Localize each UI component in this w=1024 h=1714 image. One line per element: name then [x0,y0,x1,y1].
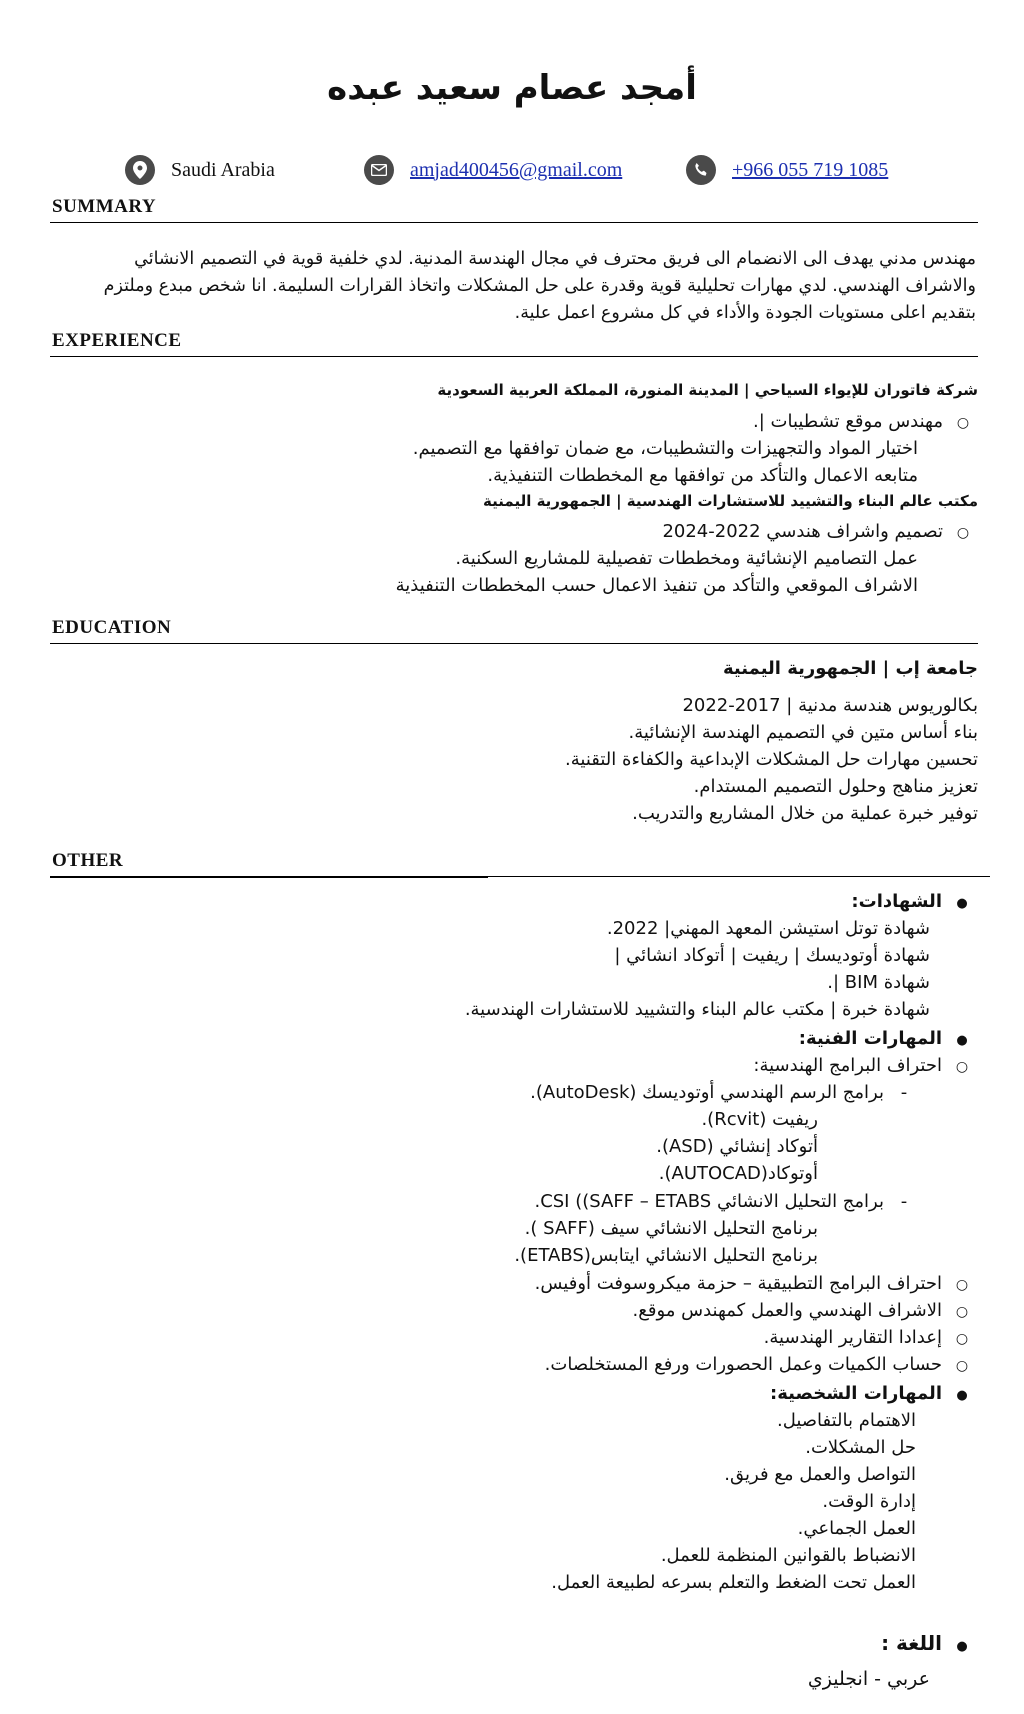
education-point: تعزيز مناهج وحلول التصميم المستدام. [693,776,978,797]
certificate-item: شهادة توتل استيشن المعهد المهني| 2022. [606,918,930,939]
other-heading: OTHER [52,850,124,871]
language-title: ● اللغة : [881,1630,976,1660]
summary-line: مهندس مدني يهدف الى الانضمام الى فريق محترف في مجال الهندسة المدنية. لدي خلفية قوية في التصميم الانشائي [134,249,976,269]
certificate-item: شهادة أوتوديسك | ريفيت | أتوكاد انشائي | [614,945,930,966]
csi-item: - برامج التحليل الانشائي CSI ((SAFF – ETABS. [534,1188,918,1215]
personal-skill-item: التواصل والعمل مع فريق. [724,1464,916,1485]
certificate-item: شهادة خبرة | مكتب عالم البناء والتشييد للاستشارات الهندسية. [464,999,930,1020]
education-point: توفير خبرة عملية من خلال المشاريع والتدريب. [632,803,978,824]
email-link[interactable]: amjad400456@gmail.com [410,158,623,181]
tech-skill-item: ○ حساب الكميات وعمل الحصورات ورفع المستخلصات. [545,1351,976,1380]
certificate-item: شهادة BIM |. [827,972,930,993]
software-subitem: برنامج التحليل الانشائي ايتابس(ETABS). [514,1245,818,1266]
software-subitem: أتوكاد إنشائي (ASD). [656,1136,818,1157]
email-contact [364,153,622,187]
phone-contact [686,153,888,187]
job-task: عمل التصاميم الإنشائية ومخططات تفصيلية للمشاريع السكنية. [455,548,918,569]
experience-divider [50,356,978,357]
school-name: جامعة إب | الجمهورية اليمنية [723,658,978,679]
job-role: ○ تصميم واشراف هندسي 2022-2024 [662,518,977,547]
education-point: تحسين مهارات حل المشكلات الإبداعية والكفاءة التقنية. [565,749,978,770]
tech-skill-item: ○ الاشراف الهندسي والعمل كمهندس موقع. [633,1297,976,1326]
phone-icon [686,155,716,185]
phone-link[interactable]: +966 055 719 1085 [732,158,889,181]
summary-divider [50,222,978,223]
job-task: اختيار المواد والتجهيزات والتشطيبات، مع ضمان توافقها مع التصميم. [412,438,918,459]
other-divider-left [50,876,488,878]
summary-heading: SUMMARY [52,196,157,217]
autodesk-item: - برامج الرسم الهندسي أوتوديسك (AutoDesk). [530,1079,918,1106]
personal-skill-item: العمل الجماعي. [797,1518,916,1539]
certificates-title: ● الشهادات: [851,888,976,917]
tech-skill-item: ○ احتراف البرامج التطبيقية – حزمة ميكروسوفت أوفيس. [535,1270,976,1299]
company-name: مكتب عالم البناء والتشييد للاستشارات الهندسية | الجمهورية اليمنية [483,492,978,510]
personal-skills-title: ● المهارات الشخصية: [770,1380,976,1409]
education-point: بناء أساس متين في التصميم الهندسة الإنشائية. [628,722,978,743]
email-icon [364,155,394,185]
summary-text [46,246,976,327]
summary-line: والاشراف الهندسي. لدي مهارات تحليلية قوية وقدرة على حل المشكلات واتخاذ القرارات السليمة. انا شخص مبدع وملتزم [103,276,976,296]
job-role: ○ مهندس موقع تشطيبات |. [753,408,977,437]
job-task: متابعه الاعمال والتأكد من توافقها مع المخططات التنفيذية. [487,465,918,486]
software-subitem: برنامج التحليل الانشائي سيف (SAFF ). [524,1218,818,1239]
eng-software-item: ○ احتراف البرامج الهندسية: [753,1052,976,1081]
personal-skill-item: إدارة الوقت. [822,1491,916,1512]
education-heading: EDUCATION [52,617,172,638]
job-task: الاشراف الموقعي والتأكد من تنفيذ الاعمال حسب المخططات التنفيذية [395,575,918,596]
tech-skill-item: ○ إعدادا التقارير الهندسية. [764,1324,976,1353]
education-divider [50,643,978,644]
location-pin-icon [125,155,155,185]
company-name: شركة فاتوران للإيواء السياحي | المدينة المنورة، المملكة العربية السعودية [437,381,978,399]
other-divider-right [488,876,990,877]
personal-skill-item: حل المشكلات. [805,1437,916,1458]
location-contact [125,153,275,187]
candidate-name: أمجد عصام سعيد عبده [327,68,697,108]
tech-skills-title: ● المهارات الفنية: [799,1025,976,1054]
summary-line: بتقديم اعلى مستويات الجودة والأداء في كل مشروع اعمل علية. [514,303,976,323]
languages: عربي - انجليزي [807,1668,930,1690]
degree: بكالوريوس هندسة مدنية | 2017-2022 [682,695,978,716]
software-subitem: ريفيت (Rcvit). [701,1109,818,1130]
personal-skill-item: العمل تحت الضغط والتعلم بسرعه لطبيعة العمل. [551,1572,916,1593]
personal-skill-item: الاهتمام بالتفاصيل. [776,1410,916,1431]
personal-skill-item: الانضباط بالقوانين المنظمة للعمل. [660,1545,916,1566]
location-text: Saudi Arabia [171,158,275,181]
software-subitem: أوتوكاد(AUTOCAD). [658,1163,818,1184]
experience-heading: EXPERIENCE [52,330,182,351]
